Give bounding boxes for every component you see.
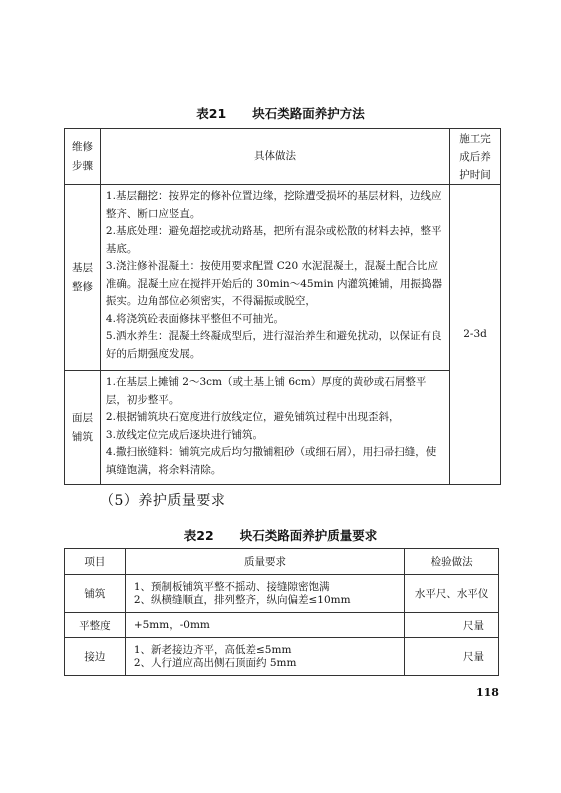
- header-item: 项目: [65, 549, 126, 575]
- row-label-line: 基层: [71, 261, 93, 274]
- row-label-line: 铺筑: [71, 430, 93, 443]
- table1-number: 表21: [196, 106, 227, 121]
- method-step: 4.撒扫嵌缝料：铺筑完成后均匀撒铺粗砂（或细石屑），用扫帚扫缝，使填缝饱满，将余料清除。: [105, 446, 437, 476]
- inspection-method: 水平尺、水平仪: [405, 575, 499, 613]
- method-step: 3.浇注修补混凝土：按使用要求配置 C20 水泥混凝土，混凝土配合比应准确。混凝土应在搅拌开始后的 30min～45min 内灌筑摊铺，用振捣器振实。边角部位必须密实，不得漏振或脱空，: [105, 260, 442, 307]
- method-step: 1.基层翻挖：按界定的修补位置边缘，挖除遭受损坏的基层材料，边线应整齐、断口应竖直。: [105, 190, 442, 220]
- requirement-line: 1、预制板铺筑平整不摇动、接缝隙密饱满: [133, 580, 330, 593]
- table-row: [65, 613, 499, 638]
- requirement-line: 1、新老接边齐平，高低差≤5mm: [133, 643, 292, 656]
- table2-number: 表22: [183, 528, 214, 543]
- header-method: 具体做法: [100, 129, 449, 185]
- page-number: 118: [476, 686, 499, 699]
- header-time-line: 护时间: [459, 168, 491, 181]
- row-label-line: 面层: [71, 411, 93, 424]
- table1-title: 块石类路面养护方法: [252, 106, 365, 121]
- header-step-line: 步骤: [71, 159, 93, 172]
- header-step: [65, 129, 101, 185]
- table-row: [65, 371, 501, 485]
- method-step: 4.将浇筑砼表面修抹平整但不可抽光。: [105, 312, 284, 325]
- quality-requirement-table: [64, 548, 499, 676]
- row-label-base-repair: [65, 185, 101, 371]
- section-heading: （5）养护质量要求: [100, 493, 226, 509]
- requirement-line: +5mm，-0mm: [133, 618, 210, 631]
- method-step: 2.基底处理：避免超挖或扰动路基，把所有混杂或松散的材料去掉，整平基底。: [105, 225, 442, 255]
- table-row: [65, 638, 499, 676]
- requirement-line: 2、纵横缝顺直，排列整齐，纵向偏差≤10mm: [133, 593, 351, 606]
- method-step: 2.根据铺筑块石宽度进行放线定位，避免铺筑过程中出现歪斜，: [105, 411, 400, 423]
- header-time-line: 成后养: [459, 150, 491, 163]
- row-label-surface-paving: [65, 371, 101, 485]
- header-step-line: 维修: [71, 140, 93, 153]
- quality-requirement: [125, 575, 404, 613]
- table1-header-row: [65, 129, 501, 185]
- table2-title: 块石类路面养护质量要求: [239, 528, 378, 543]
- requirement-line: 2、人行道应高出侧石顶面约 5mm: [133, 656, 297, 669]
- quality-requirement: [125, 613, 404, 638]
- table-row: [65, 185, 501, 371]
- quality-item: 铺筑: [65, 575, 126, 613]
- table2-caption: [0, 526, 561, 544]
- header-requirement: 质量要求: [125, 549, 404, 575]
- inspection-method: 尺量: [405, 638, 499, 676]
- table1-caption: [0, 104, 561, 122]
- method-step: 5.洒水养生：混凝土终凝成型后，进行湿治养生和避免扰动，以保证有良好的后期强度发展。: [105, 330, 442, 360]
- row-label-line: 整修: [71, 280, 93, 293]
- header-time: [450, 129, 501, 185]
- maintenance-method-table: [64, 128, 501, 485]
- row-content-surface-paving: [100, 371, 449, 485]
- maintenance-time-value: 2-3d: [450, 185, 501, 485]
- header-time-line: 施工完: [459, 132, 491, 145]
- quality-item: 接边: [65, 638, 126, 676]
- method-step: 3.放线定位完成后逐块进行铺筑。: [105, 428, 263, 441]
- table-row: [65, 575, 499, 613]
- inspection-method: 尺量: [405, 613, 499, 638]
- quality-requirement: [125, 638, 404, 676]
- header-inspection: 检验做法: [405, 549, 499, 575]
- quality-item: 平整度: [65, 613, 126, 638]
- row-content-base-repair: [100, 185, 449, 371]
- method-step: 1.在基层上摊铺 2～3cm（或土基上铺 6cm）厚度的黄砂或石屑整平层，初步整平。: [105, 376, 427, 406]
- table2-header-row: [65, 549, 499, 575]
